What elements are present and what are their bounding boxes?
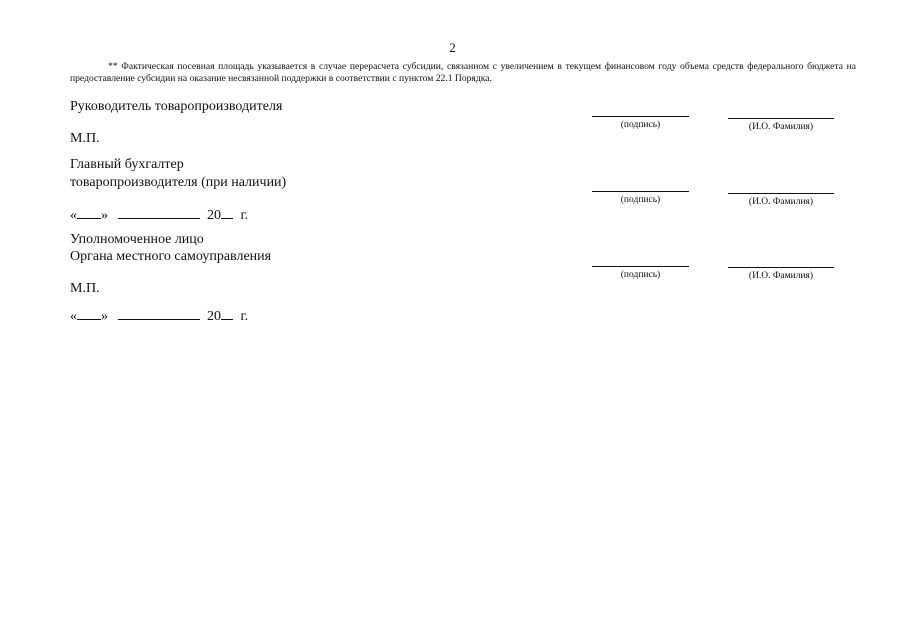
date-open-quote: « [70,309,77,324]
head-signature-caption: (подпись) [620,120,661,130]
authorized-name-caption: (И.О. Фамилия) [748,271,814,281]
head-signature-line[interactable] [592,116,689,117]
date-close-quote: » [101,208,108,223]
authorized-signature-caption: (подпись) [620,270,661,280]
date-open-quote: « [70,208,77,223]
accountant-label-line1: Главный бухгалтер [70,157,184,172]
footnote: ** Фактическая посевная площадь указывается в случае перерасчета субсидии, связанном с увеличением в текущем финансовом году объема средств федерального бюджета на предоставление субсидии на оказание несвязанной поддержки в соответствии с пунктом 22.1 Порядка. [70,61,856,84]
head-stamp: М.П. [70,131,100,146]
date-year-suffix: г. [240,309,249,324]
authorized-label-line1: Уполномоченное лицо [70,232,204,247]
accountant-signature-line[interactable] [592,191,689,192]
accountant-name-line[interactable] [728,193,834,194]
accountant-name-caption: (И.О. Фамилия) [748,197,814,207]
authorized-stamp: М.П. [70,281,100,296]
date-year-prefix: 20 [207,208,221,223]
accountant-date-line [70,206,248,225]
authorized-name-line[interactable] [728,267,834,268]
head-name-caption: (И.О. Фамилия) [748,122,814,132]
authorized-date-line [70,307,248,326]
date-close-quote: » [101,309,108,324]
head-label: Руководитель товаропроизводителя [70,99,283,114]
accountant-date-month-field[interactable] [118,206,200,219]
head-name-line[interactable] [728,118,834,119]
accountant-label-line2: товаропроизводителя (при наличии) [70,175,287,190]
authorized-label-line2: Органа местного самоуправления [70,249,272,264]
authorized-signature-line[interactable] [592,266,689,267]
accountant-date-day-field[interactable] [77,206,101,219]
date-year-prefix: 20 [207,309,221,324]
accountant-date-year-field[interactable] [221,206,233,219]
accountant-signature-caption: (подпись) [620,195,661,205]
page-number: 2 [449,40,456,55]
date-year-suffix: г. [240,208,249,223]
authorized-date-day-field[interactable] [77,307,101,320]
authorized-date-month-field[interactable] [118,307,200,320]
authorized-date-year-field[interactable] [221,307,233,320]
